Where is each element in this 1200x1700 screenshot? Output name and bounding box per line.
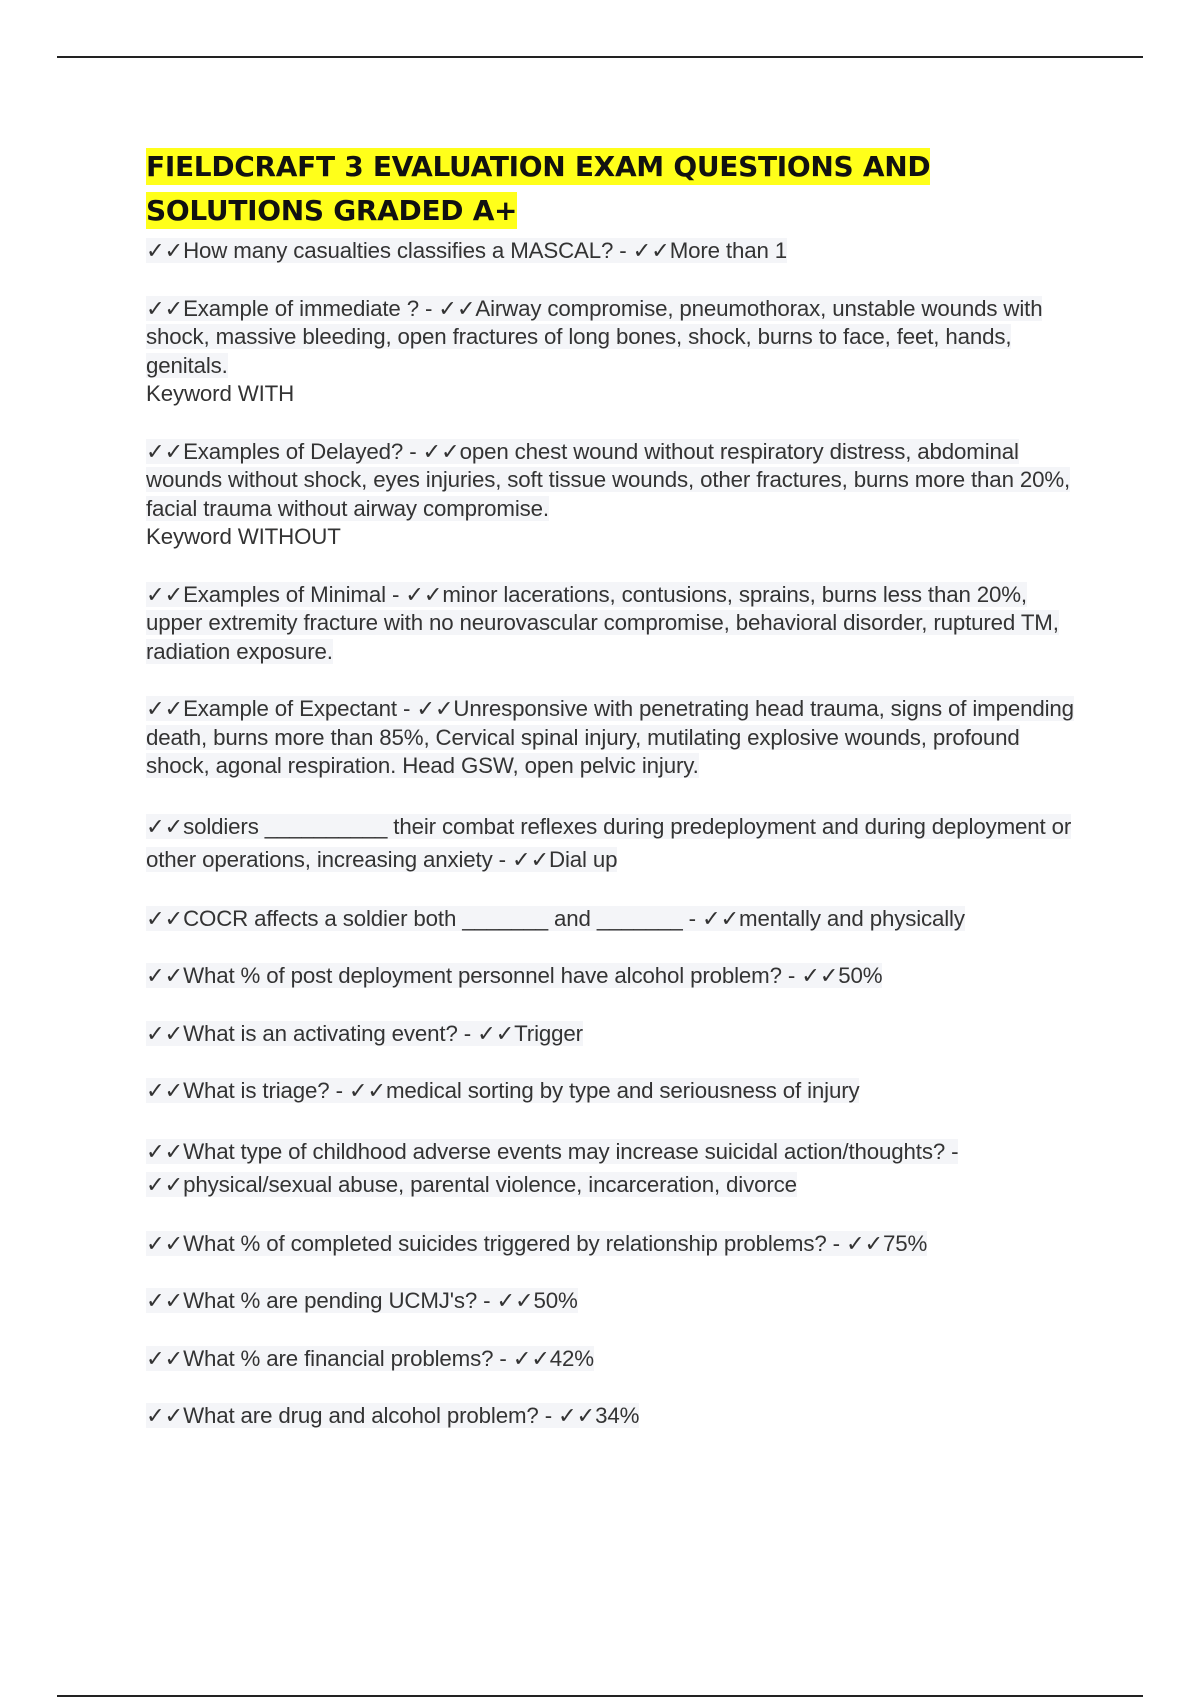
- qa-text: ✓✓What is triage? - ✓✓medical sorting by type and seriousness of injury: [146, 1078, 860, 1103]
- qa-text: ✓✓What type of childhood adverse events may increase suicidal action/thoughts? - ✓✓physical/sexual abuse, parental violence, incarceration, divorce: [146, 1138, 959, 1197]
- qa-item: [146, 1287, 1086, 1316]
- document-body: [146, 145, 1086, 1460]
- top-rule: [57, 56, 1143, 58]
- qa-text: ✓✓What are drug and alcohol problem? - ✓✓34%: [146, 1403, 640, 1428]
- qa-item: [146, 695, 1086, 781]
- qa-text: ✓✓Example of immediate ? - ✓✓Airway compromise, pneumothorax, unstable wounds with shock, massive bleeding, open fractures of long bones, shock, burns to face, feet, hands, genitals.: [146, 295, 1043, 378]
- qa-item: [146, 1077, 1086, 1106]
- qa-text: ✓✓Examples of Delayed? - ✓✓open chest wound without respiratory distress, abdominal wounds without shock, eyes injuries, soft tissue wounds, other fractures, burns more than 20%, facial trauma without airway compromise.: [146, 438, 1071, 521]
- qa-item: [146, 905, 1086, 934]
- qa-text: ✓✓What % are financial problems? - ✓✓42%: [146, 1345, 594, 1371]
- qa-item: [146, 1135, 1086, 1201]
- qa-keyword: Keyword WITH: [146, 381, 295, 406]
- bottom-rule: [57, 1695, 1143, 1697]
- qa-item: [146, 810, 1086, 876]
- qa-item: [146, 962, 1086, 991]
- qa-text: ✓✓How many casualties classifies a MASCAL? - ✓✓More than 1: [146, 238, 788, 263]
- qa-text: ✓✓What % of completed suicides triggered by relationship problems? - ✓✓75%: [146, 1230, 928, 1256]
- qa-text: ✓✓soldiers __________ their combat reflexes during predeployment and during deployment or other operations, increasing anxiety - ✓✓Dial up: [146, 813, 1072, 872]
- qa-item: [146, 1402, 1086, 1431]
- qa-text: ✓✓Example of Expectant - ✓✓Unresponsive with penetrating head trauma, signs of impending death, burns more than 85%, Cervical spinal injury, mutilating explosive wounds, profound shock, agonal respiration. Head GSW, open pelvic injury.: [146, 696, 1074, 778]
- qa-keyword: Keyword WITHOUT: [146, 524, 341, 549]
- qa-text: ✓✓Examples of Minimal - ✓✓minor lacerations, contusions, sprains, burns less than 20%, upper extremity fracture with no neurovascular compromise, behavioral disorder, ruptured TM, radiation exposure.: [146, 581, 1059, 664]
- qa-text: ✓✓What % are pending UCMJ's? - ✓✓50%: [146, 1288, 578, 1313]
- qa-item: [146, 1345, 1086, 1374]
- qa-text: ✓✓COCR affects a soldier both _______ and _______ - ✓✓mentally and physically: [146, 905, 965, 931]
- qa-item: [146, 581, 1086, 667]
- qa-item: [146, 237, 1086, 266]
- qa-item: [146, 1020, 1086, 1049]
- title-highlight: FIELDCRAFT 3 EVALUATION EXAM QUESTIONS AND SOLUTIONS GRADED A+: [146, 150, 931, 227]
- qa-item: [146, 1230, 1086, 1259]
- qa-item: [146, 295, 1086, 409]
- document-title: [146, 145, 1086, 233]
- qa-item: [146, 438, 1086, 552]
- qa-text: ✓✓What % of post deployment personnel have alcohol problem? - ✓✓50%: [146, 963, 883, 988]
- qa-text: ✓✓What is an activating event? - ✓✓Trigger: [146, 1020, 583, 1046]
